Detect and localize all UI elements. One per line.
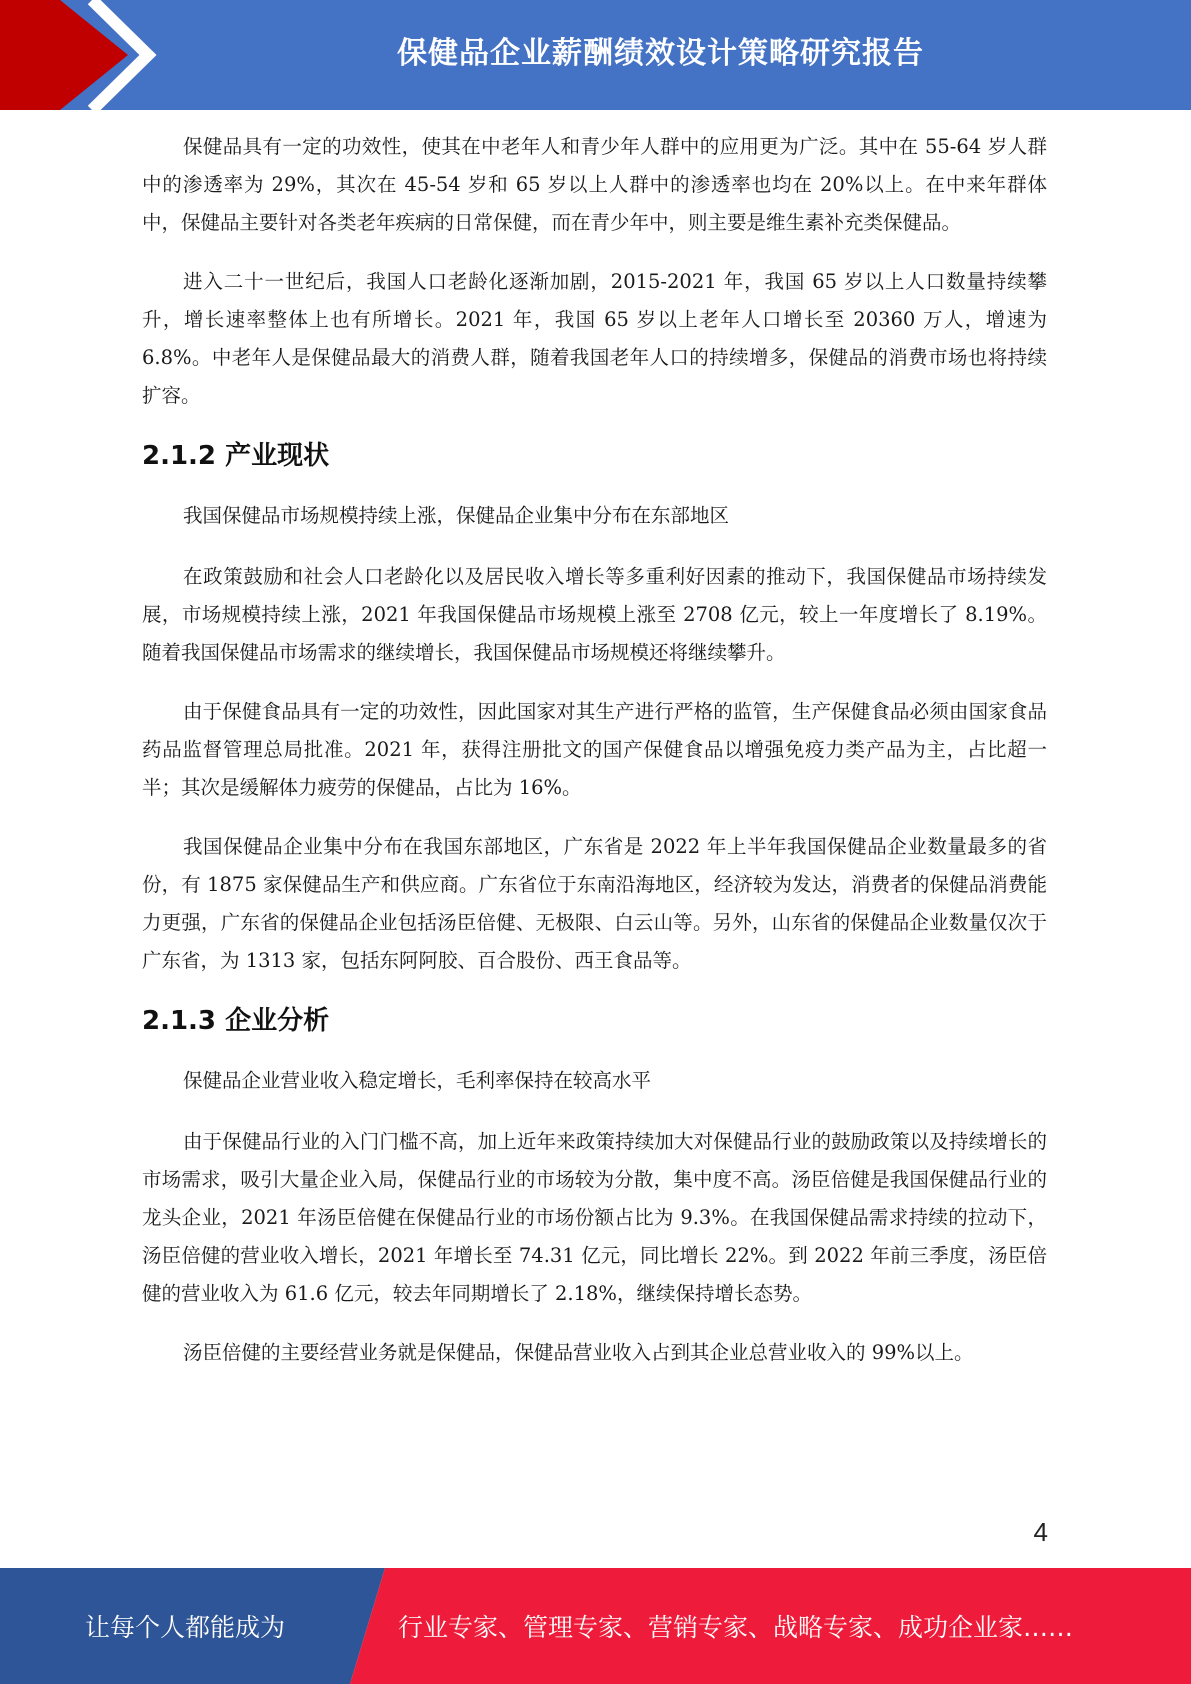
section-heading: 2.1.2 产业现状: [142, 441, 330, 471]
paragraph: 在政策鼓励和社会人口老龄化以及居民收入增长等多重利好因素的推动下，我国保健品市场持续发展，市场规模持续上涨，2021 年我国保健品市场规模上涨至 2708 亿元，较上一年度增长了 8.19%。随着我国保健品市场需求的继续增长，我国保健品市场规模还将继续攀升。: [142, 565, 1047, 664]
paragraph: 进入二十一世纪后，我国人口老龄化逐渐加剧，2015-2021 年，我国 65 岁以上人口数量持续攀升，增长速率整体上也有所增长。2021 年，我国 65 岁以上老年人口增长至 20360 万人，增速为 6.8%。中老年人是保健品最大的消费人群，随着我国老年人口的持续增多，保健品的消费市场也将持续扩容。: [142, 270, 1047, 407]
main-content: [142, 128, 1047, 1393]
paragraph: 由于保健食品具有一定的功效性，因此国家对其生产进行严格的监管，生产保健食品必须由国家食品药品监督管理总局批准。2021 年，获得注册批文的国产保健食品以增强免疫力类产品为主，占比超一半；其次是缓解体力疲劳的保健品，占比为 16%。: [142, 700, 1047, 799]
report-title: 保健品企业薪酬绩效设计策略研究报告: [397, 36, 924, 71]
page-number: 4: [1033, 1517, 1048, 1547]
section-subtitle: 我国保健品市场规模持续上涨，保健品企业集中分布在东部地区: [183, 504, 730, 527]
footer-slogan-left: 让每个人都能成为: [84, 1613, 285, 1642]
paragraph: 保健品具有一定的功效性，使其在中老年人和青少年人群中的应用更为广泛。其中在 55-64 岁人群中的渗透率为 29%，其次在 45-54 岁和 65 岁以上人群中的渗透率也均在 20%以上。在中来年群体中，保健品主要针对各类老年疾病的日常保健，而在青少年中，则主要是维生素补充类保健品。: [142, 135, 1047, 234]
paragraph: 我国保健品企业集中分布在我国东部地区，广东省是 2022 年上半年我国保健品企业数量最多的省份，有 1875 家保健品生产和供应商。广东省位于东南沿海地区，经济较为发达，消费者的保健品消费能力更强，广东省的保健品企业包括汤臣倍健、无极限、白云山等。另外，山东省的保健品企业数量仅次于广东省，为 1313 家，包括东阿阿胶、百合股份、西王食品等。: [142, 835, 1047, 972]
page-footer: [0, 1568, 1191, 1684]
paragraph: 由于保健品行业的入门门槛不高，加上近年来政策持续加大对保健品行业的鼓励政策以及持续增长的市场需求，吸引大量企业入局，保健品行业的市场较为分散，集中度不高。汤臣倍健是我国保健品行业的龙头企业，2021 年汤臣倍健在保健品行业的市场份额占比为 9.3%。在我国保健品需求持续的拉动下，汤臣倍健的营业收入增长，2021 年增长至 74.31 亿元，同比增长 22%。到 2022 年前三季度，汤臣倍健的营业收入为 61.6 亿元，较去年同期增长了 2.18%，继续保持增长态势。: [142, 1130, 1047, 1305]
section-subtitle: 保健品企业营业收入稳定增长，毛利率保持在较高水平: [183, 1069, 652, 1092]
section-heading: 2.1.3 企业分析: [142, 1006, 330, 1036]
page-header: [0, 0, 1191, 110]
paragraph: 汤臣倍健的主要经营业务就是保健品，保健品营业收入占到其企业总营业收入的 99%以上。: [183, 1341, 974, 1364]
footer-slogan-right: 行业专家、管理专家、营销专家、战略专家、成功企业家……: [398, 1613, 1074, 1642]
